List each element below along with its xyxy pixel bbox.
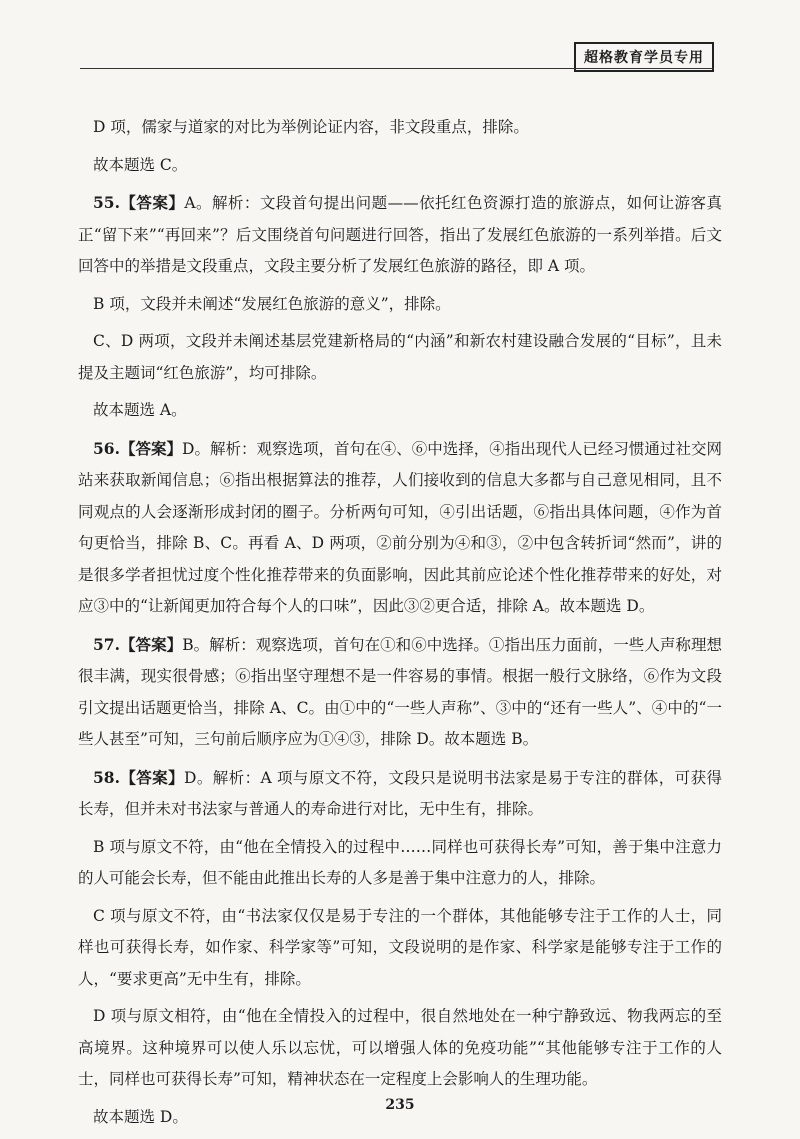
- paragraph: B 项与原文不符，由“他在全情投入的过程中……同样也可获得长寿”可知，善于集中注意力的人可能会长寿，但不能由此推出长寿的人多是善于集中注意力的人，排除。: [78, 837, 722, 887]
- paragraph: D 项，儒家与道家的对比为举例论证内容，非文段重点，排除。: [93, 118, 529, 136]
- paragraph: C、D 两项，文段并未阐述基层党建新格局的“内涵”和新农村建设融合发展的“目标”，且未提及主题词“红色旅游”，均可排除。: [78, 332, 722, 382]
- answer-label: 56.【答案】: [93, 438, 183, 458]
- answer-text: D。解析：观察选项，首句在④、⑥中选择，④指出现代人已经习惯通过社交网站来获取新闻信息；⑥指出根据算法的推荐，人们接收到的信息大多都与自己意见相同，且不同观点的人会逐渐形成封闭的圈子。分析两句可知，④引出话题，⑥指出具体问题，④作为首句更恰当，排除 B、C。再看 A、D 两项，②前分别为④和③，②中包含转折词“然而”，讲的是很多学者担忧过度个性化推荐带来的负面影响，因此其前应论述个性化推荐带来的好处，对应③中的“让新闻更加符合每个人的口味”，因此③②更合适，排除 A。故本题选 D。: [78, 439, 722, 615]
- question-58: [78, 762, 722, 826]
- paragraph: 故本题选 C。: [93, 155, 188, 174]
- page-content: [78, 112, 722, 1139]
- header-stamp: 超格教育学员专用: [574, 42, 714, 72]
- paragraph: 故本题选 D。: [93, 1107, 188, 1126]
- question-55: [78, 187, 722, 283]
- question-57: [78, 629, 722, 756]
- paragraph: 故本题选 A。: [93, 401, 187, 419]
- paragraph: C 项与原文不符，由“书法家仅仅是易于专注的一个群体，其他能够专注于工作的人士，同样也可获得长寿，如作家、科学家等”可知，文段说明的是作家、科学家是能够专注于工作的人，“要求更高”无中生有，排除。: [78, 906, 722, 988]
- answer-label: 57.【答案】: [93, 634, 183, 654]
- answer-text: D。解析：A 项与原文不符，文段只是说明书法家是易于专注的群体，可获得长寿，但并未对书法家与普通人的寿命进行对比，无中生有，排除。: [78, 768, 722, 818]
- answer-text: A。解析：文段首句提出问题——依托红色资源打造的旅游点，如何让游客真正“留下来”“再回来”？后文围绕首句问题进行回答，指出了发展红色旅游的一系列举措。后文回答中的举措是文段重点，文段主要分析了发展红色旅游的路径，即 A 项。: [78, 194, 722, 275]
- paragraph: D 项与原文相符，由“他在全情投入的过程中，很自然地处在一种宁静致远、物我两忘的至高境界。这种境界可以使人乐以忘忧，可以增强人体的免疫功能”“其他能够专注于工作的人士，同样也可获得长寿”可知，精神状态在一定程度上会影响人的生理功能。: [78, 1007, 722, 1088]
- header-rule: [80, 68, 714, 69]
- answer-text: B。解析：观察选项，首句在①和⑥中选择。①指出压力面前，一些人声称理想很丰满，现实很骨感；⑥指出坚守理想不是一件容易的事情。根据一般行文脉络，⑥作为文段引文提出话题更恰当，排除 A、C。由①中的“一些人声称”、③中的“还有一些人”、④中的“一些人甚至”可知，三句前后顺序应为①④③，排除 D。故本题选 B。: [78, 635, 722, 748]
- question-56: [78, 433, 722, 623]
- paragraph: B 项，文段并未阐述“发展红色旅游的意义”，排除。: [93, 294, 451, 313]
- answer-label: 58.【答案】: [93, 767, 185, 787]
- answer-label: 55.【答案】: [93, 193, 185, 212]
- page-number: 235: [385, 1097, 415, 1113]
